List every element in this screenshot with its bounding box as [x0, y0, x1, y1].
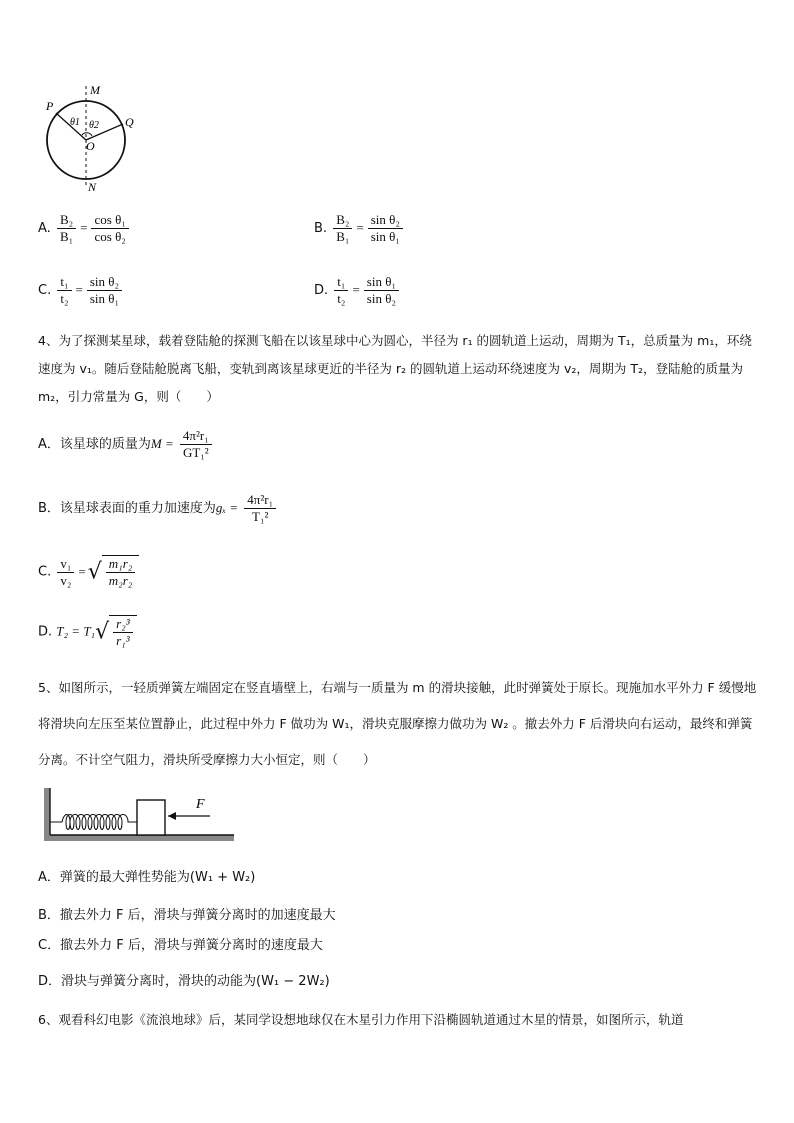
- label-theta1: θ1: [70, 117, 80, 128]
- q3-option-a[interactable]: A. $\frac{\text{B₂}}{\text{B₁}}$ = $\frac{\text{cos θ₁}}{\text{cos θ₂}}$: [38, 212, 131, 245]
- q4-option-a[interactable]: A．该星球的质量为M = $\frac{\text{4π²r₁}}{\text{GT₁²}}$: [38, 428, 214, 461]
- q6-stem: 6、观看科幻电影《流浪地球》后，某同学设想地球仅在木星引力作用下沿椭圆轨道通过木星的情景，如图所示，轨道: [38, 1012, 684, 1027]
- q4-option-d[interactable]: D. T₂ = T₁√ $\frac{\text{r₂³}}{\text{r₁³}}$: [38, 615, 137, 649]
- q4-option-c[interactable]: C. $\frac{\text{v₁}}{\text{v₂}}$ =√ $\frac{\text{m₁r₂}}{\text{m₂r₂}}$: [38, 555, 139, 589]
- q4-stem: 4、为了探测某星球，载着登陆舱的探测飞船在以该星球中心为圆心，半径为 r₁ 的圆轨道上运动，周期为 T₁，总质量为 m₁，环绕速度为 v₁。随后登陆舱脱离飞船，变轨到离该星球更近的半径为 r₂ 的圆轨道上运动环绕速度为 v₂，周期为 T₂，登陆舱的质量为 m₂，引力常量为 G，则（ ）: [38, 333, 752, 404]
- q3-option-c[interactable]: C. $\frac{\text{t₁}}{\text{t₂}}$ = $\frac{\text{sin θ₂}}{\text{sin θ₁}}$: [38, 274, 124, 307]
- q3-option-d[interactable]: D. $\frac{\text{t₁}}{\text{t₂}}$ = $\frac{\text{sin θ₁}}{\text{sin θ₂}}$: [314, 274, 401, 307]
- label-F: F: [196, 797, 205, 812]
- circle-figure: [40, 80, 140, 195]
- q5-stem: 5、如图所示，一轻质弹簧左端固定在竖直墙壁上，右端与一质量为 m 的滑块接触，此时弹簧处于原长。现施加水平外力 F 缓慢地将滑块向左压至某位置静止，此过程中外力 F 做功为 W₁，滑块克服摩擦力做功为 W₂ 。撤去外力 F 后滑块向右运动，最终和弹簧分离。不计空气阻力，滑块所受摩擦力大小恒定，则（ ）: [38, 680, 757, 767]
- label-P: P: [46, 99, 54, 113]
- label-O: O: [86, 139, 95, 153]
- q5-option-c[interactable]: C．撤去外力 F 后，滑块与弹簧分离时的速度最大: [38, 938, 323, 953]
- q4-option-b[interactable]: B．该星球表面的重力加速度为gₓ = $\frac{\text{4π²r₁}}{\text{T₁²}}$: [38, 492, 278, 525]
- label-Q: Q: [125, 115, 134, 129]
- spring-block-figure: [40, 786, 240, 844]
- label-N: N: [88, 180, 97, 194]
- label-theta2: θ2: [89, 120, 99, 131]
- q5-option-d[interactable]: D．滑块与弹簧分离时，滑块的动能为(W₁ − 2W₂): [38, 974, 330, 989]
- label-M: M: [90, 83, 100, 97]
- q3-option-b[interactable]: B. $\frac{\text{B₂}}{\text{B₁}}$ = $\frac{\text{sin θ₂}}{\text{sin θ₁}}$: [314, 212, 405, 245]
- q5-option-b[interactable]: B．撤去外力 F 后，滑块与弹簧分离时的加速度最大: [38, 908, 336, 923]
- q5-option-a[interactable]: A．弹簧的最大弹性势能为(W₁ + W₂): [38, 870, 256, 885]
